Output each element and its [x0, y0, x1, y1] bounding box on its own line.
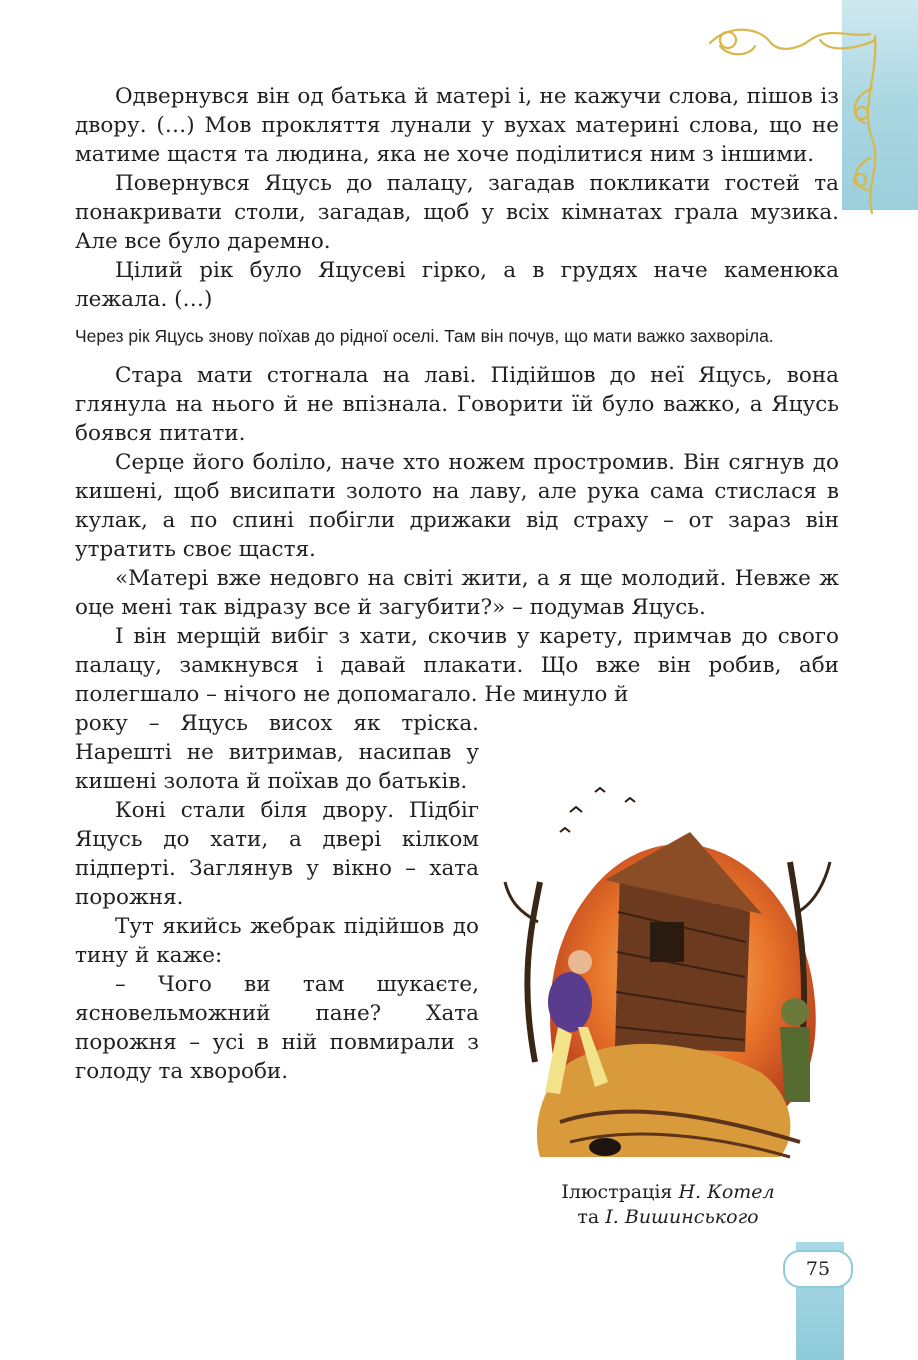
paragraph: – Чого ви там шукаєте, ясновельможний пане? Хата порожня – усі в ній повмирали з голоду та хвороби.: [75, 972, 479, 1084]
story-illustration: [500, 762, 836, 1164]
caption-author: Н. Котел: [678, 1181, 775, 1203]
caption-text: Ілюстрація: [561, 1181, 679, 1203]
text-beside-illustration: [75, 709, 479, 1086]
paragraph: Стара мати стогнала на лаві. Підійшов до неї Яцусь, вона глянула на нього й не впізнала. Говорити їй було важко, а Яцусь боявся питати.: [75, 363, 839, 446]
caption-text: та: [577, 1206, 606, 1228]
summary-note: Через рік Яцусь знову поїхав до рідної оселі. Там він почув, що мати важко захворіла.: [75, 326, 774, 346]
paragraph: Повернувся Яцусь до палацу, загадав покликати гостей та понакривати столи, загадав, щоб у всіх кімнатах грала музика. Але все було даремно.: [75, 171, 839, 254]
paragraph: року – Яцусь висох як тріска. Нарешті не витримав, насипав у кишені золота й поїхав до батьків.: [75, 711, 479, 794]
paragraph: Тут якийсь жебрак підійшов до тину й каже:: [75, 914, 479, 968]
paragraph: І він мерщій вибіг з хати, скочив у карету, примчав до свого палацу, замкнувся і давай плакати. Що вже він робив, аби полегшало – нічого не допомагало. Не минуло й: [75, 624, 839, 707]
illustration-caption: [500, 1180, 836, 1230]
paragraph: Цілий рік було Яцусеві гірко, а в грудях наче каменюка лежала. (…): [75, 258, 839, 312]
paragraph: Коні стали біля двору. Підбіг Яцусь до хати, а двері кілком підперті. Заглянув у вікно – хата порожня.: [75, 798, 479, 910]
paragraph: «Матері вже недовго на світі жити, а я ще молодий. Невже ж оце мені так відразу все й загубити?» – подумав Яцусь.: [75, 566, 839, 620]
page-number: 75: [783, 1250, 853, 1288]
paragraph: Одвернувся він од батька й матері і, не кажучи слова, пішов із двору. (…) Мов прокляття лунали у вухах материні слова, що не матиме щастя та людина, яка не хоче поділитися ним з іншими.: [75, 84, 839, 167]
caption-author: І. Вишинського: [605, 1206, 759, 1228]
paragraph: Серце його боліло, наче хто ножем простромив. Він сягнув до кишені, щоб висипати золото на лаву, але рука сама стислася в кулак, а по спині побігли дрижаки від страху – от зараз він утратить своє щастя.: [75, 450, 839, 562]
